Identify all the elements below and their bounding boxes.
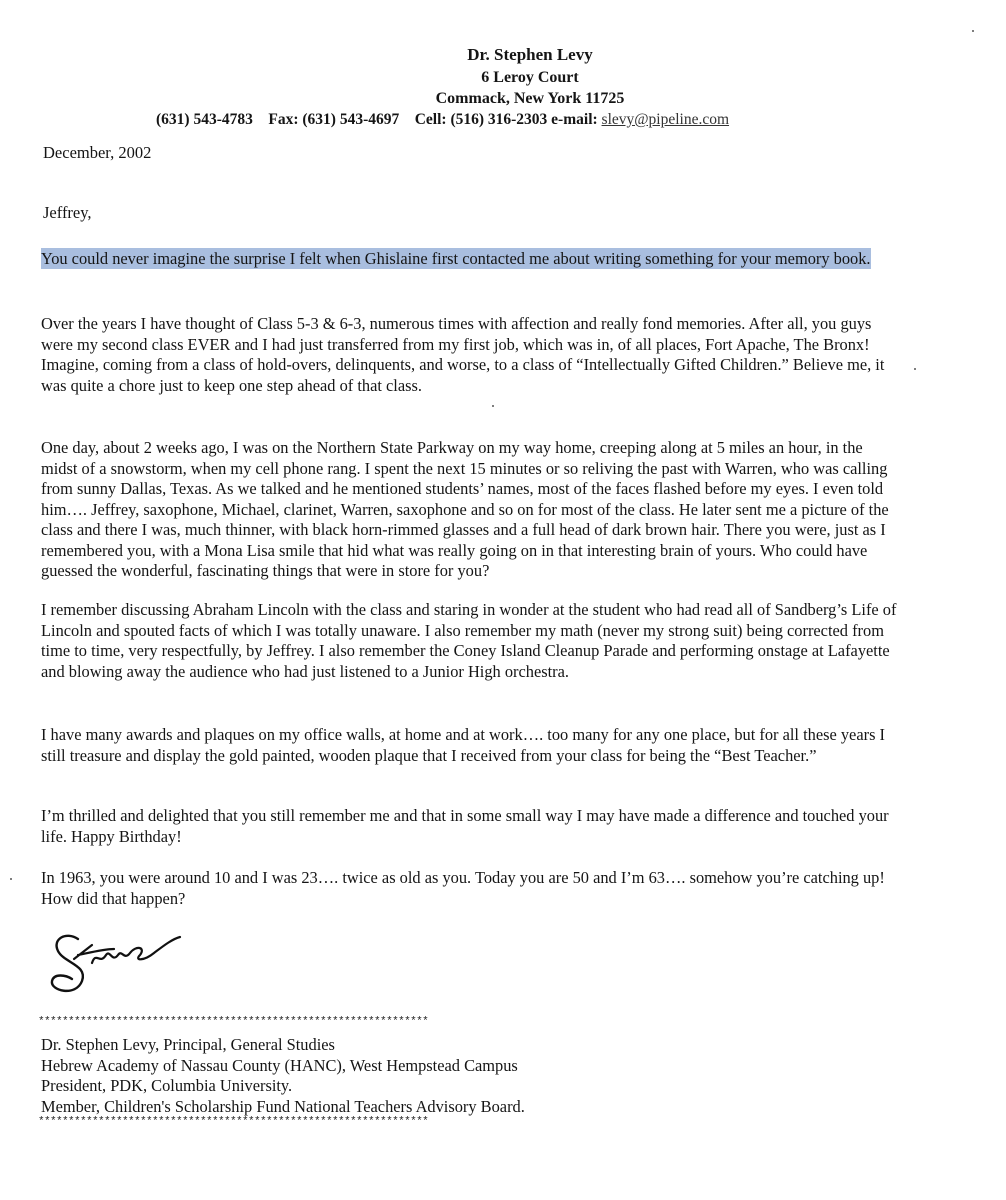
scan-speck <box>10 878 12 880</box>
letterhead-contact <box>156 109 796 130</box>
letterhead-phone-fax-cell: (631) 543-4783 Fax: (631) 543-4697 Cell: (516) 316-2303 e-mail: <box>156 111 602 128</box>
sig-line-pdk: President, PDK, Columbia University. <box>41 1076 293 1095</box>
letter-date: December, 2002 <box>43 143 152 162</box>
scan-speck <box>972 30 974 32</box>
signature-block <box>41 1035 525 1117</box>
highlighted-text: You could never imagine the surprise I felt when Ghislaine first contacted me about writing something for your memory book. <box>41 249 871 268</box>
scan-speck <box>492 405 494 407</box>
divider-stars-bottom: ***************************************************************** <box>38 1116 429 1128</box>
paragraph-ages: In 1963, you were around 10 and I was 23…. twice as old as you. Today you are 50 and I’m 63…. somehow you’re catching up! How did that happen? <box>41 868 885 908</box>
sig-line-member: Member, Children's Scholarship Fund National Teachers Advisory Board. <box>41 1096 525 1116</box>
sig-line-school: Hebrew Academy of Nassau County (HANC), West Hempstead Campus <box>41 1055 518 1075</box>
letter-salutation: Jeffrey, <box>43 203 92 222</box>
paragraph-phone-call: One day, about 2 weeks ago, I was on the Northern State Parkway on my way home, creeping along at 5 miles an hour, in the midst of a snowstorm, when my cell phone rang. I spent the next 15 minutes or so reliving the past with Warren, who was calling from sunny Dallas, Texas. As we talked and he mentioned students’ names, most of the faces flashed before my eyes. I even told him…. Jeffrey, saxophone, Michael, clarinet, Warren, saxophone and so on for most of the class. He later sent me a picture of the class and there I was, much thinner, with black horn-rimmed glasses and a full head of dark brown hair. There you were, just as I remembered you, with a Mona Lisa smile that hid what was really going on in that interesting brain of yours. Who could have guessed the wonderful, fascinating things that were in store for you? <box>41 438 889 580</box>
letterhead-email-link[interactable]: slevy@pipeline.com <box>601 111 730 128</box>
letterhead-street: 6 Leroy Court <box>481 69 579 86</box>
handwritten-signature <box>48 925 188 1001</box>
divider-stars-top: ***************************************************************** <box>38 1016 429 1028</box>
paragraph-awards: I have many awards and plaques on my office walls, at home and at work…. too many for any one place, but for all these years I still treasure and display the gold painted, wooden plaque that I received from your class for being the “Best Teacher.” <box>41 725 885 765</box>
scan-speck <box>914 368 916 370</box>
sig-line-title: Dr. Stephen Levy, Principal, General Studies <box>41 1035 335 1054</box>
letterhead-city: Commack, New York 11725 <box>435 90 625 107</box>
paragraph-intro <box>41 249 903 270</box>
paragraph-birthday: I’m thrilled and delighted that you still remember me and that in some small way I may have made a difference and touched your life. Happy Birthday! <box>41 806 889 846</box>
letterhead-name: Dr. Stephen Levy <box>467 45 593 64</box>
paragraph-memories: Over the years I have thought of Class 5-3 & 6-3, numerous times with affection and really fond memories. After all, you guys were my second class EVER and I had just transferred from my first job, which was in, of all places, Fort Apache, The Bronx! Imagine, coming from a class of hold-overs, delinquents, and worse, to a class of “Intellectually Gifted Children.” Believe me, it was quite a chore just to keep one step ahead of that class. <box>41 314 885 395</box>
paragraph-lincoln: I remember discussing Abraham Lincoln with the class and staring in wonder at the student who had read all of Sandberg’s Life of Lincoln and spouted facts of which I was totally unaware. I also remember my math (never my strong suit) being corrected from time to time, very respectfully, by Jeffrey. I also remember the Coney Island Cleanup Parade and performing onstage at Lafayette and blowing away the audience who had just listened to a Junior High orchestra. <box>41 600 897 681</box>
